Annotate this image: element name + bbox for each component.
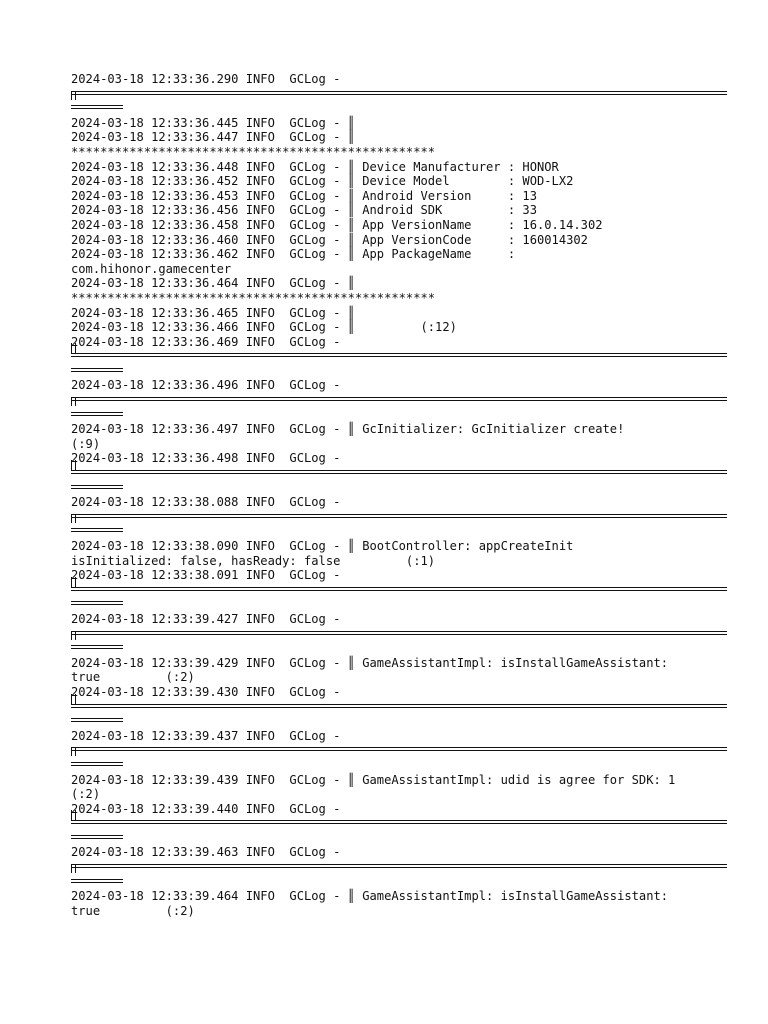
log-output: [71, 72, 711, 918]
wrapped-rule-tail: [71, 831, 711, 846]
log-line: 2024-03-18 12:33:36.448 INFO GCLog - ║ Device Manufacturer : HONOR: [71, 159, 559, 174]
box-corner: [71, 514, 76, 523]
log-line: 2024-03-18 12:33:39.463 INFO GCLog -: [71, 845, 341, 860]
double-rule-line: [71, 397, 727, 401]
log-line: 2024-03-18 12:33:36.290 INFO GCLog -: [71, 72, 341, 86]
wrapped-rule-tail: [71, 481, 711, 496]
log-line: 2024-03-18 12:33:36.465 INFO GCLog - ║: [71, 305, 355, 320]
log-line: com.hihonor.gamecenter: [71, 261, 232, 276]
double-rule-line: [71, 368, 123, 372]
box-corner: [71, 397, 76, 406]
double-rule-line: [71, 514, 727, 518]
box-top-border: [71, 860, 711, 875]
log-line: 2024-03-18 12:33:36.466 INFO GCLog - ║ (:12): [71, 320, 457, 335]
wrapped-rule-tail: [71, 875, 711, 890]
double-rule-line: [71, 820, 727, 824]
box-corner: [71, 577, 76, 588]
box-bottom-border: [71, 583, 711, 598]
double-rule-line: [71, 470, 727, 474]
box-top-border: [71, 87, 711, 102]
log-line: 2024-03-18 12:33:36.464 INFO GCLog - ║: [71, 276, 355, 291]
log-line: 2024-03-18 12:33:38.088 INFO GCLog -: [71, 495, 341, 510]
box-bottom-border: [71, 349, 711, 364]
box-corner: [71, 810, 76, 821]
double-rule-line: [71, 353, 727, 357]
log-line: 2024-03-18 12:33:39.437 INFO GCLog -: [71, 728, 341, 743]
double-rule-line: [71, 762, 123, 766]
wrapped-rule-tail: [71, 101, 711, 116]
log-line: 2024-03-18 12:33:36.498 INFO GCLog -: [71, 451, 341, 466]
box-corner: [71, 343, 76, 354]
log-line: 2024-03-18 12:33:39.430 INFO GCLog -: [71, 684, 341, 699]
wrapped-rule-tail: [71, 758, 711, 773]
log-line: 2024-03-18 12:33:39.429 INFO GCLog - ║ GameAssistantImpl: isInstallGameAssistant:: [71, 655, 669, 670]
double-rule-line: [71, 601, 123, 605]
log-line: 2024-03-18 12:33:36.452 INFO GCLog - ║ Device Model : WOD-LX2: [71, 174, 574, 189]
box-corner: [71, 747, 76, 756]
wrapped-rule-tail: [71, 641, 711, 656]
log-line: 2024-03-18 12:33:36.445 INFO GCLog - ║: [71, 115, 355, 130]
box-top-border: [71, 393, 711, 408]
wrapped-rule-tail: [71, 714, 711, 729]
log-line: (:9): [71, 436, 101, 451]
log-line: 2024-03-18 12:33:36.497 INFO GCLog - ║ GcInitializer: GcInitializer create!: [71, 422, 625, 437]
log-line: 2024-03-18 12:33:39.439 INFO GCLog - ║ GameAssistantImpl: udid is agree for SDK: 1: [71, 772, 676, 787]
wrapped-rule-tail: [71, 408, 711, 423]
wrapped-rule-tail: [71, 364, 711, 379]
wrapped-rule-tail: [71, 597, 711, 612]
log-line: **************************************************: [71, 144, 436, 159]
box-corner: [71, 91, 76, 100]
log-line: 2024-03-18 12:33:38.090 INFO GCLog - ║ BootController: appCreateInit: [71, 539, 574, 553]
double-rule-line: [71, 864, 727, 868]
log-line: 2024-03-18 12:33:39.440 INFO GCLog -: [71, 801, 341, 816]
log-line: true (:2): [71, 903, 195, 918]
double-rule-line: [71, 528, 123, 532]
log-line: 2024-03-18 12:33:36.447 INFO GCLog - ║: [71, 130, 355, 145]
log-line: 2024-03-18 12:33:36.496 INFO GCLog -: [71, 378, 341, 393]
double-rule-line: [71, 835, 123, 839]
double-rule-line: [71, 645, 123, 649]
double-rule-line: [71, 587, 727, 591]
double-rule-line: [71, 412, 123, 416]
log-line: isInitialized: false, hasReady: false (:1): [71, 553, 436, 568]
double-rule-line: [71, 485, 123, 489]
box-corner: [71, 694, 76, 705]
log-line: true (:2): [71, 670, 195, 685]
box-corner: [71, 864, 76, 873]
box-top-border: [71, 627, 711, 642]
log-line: 2024-03-18 12:33:39.464 INFO GCLog - ║ GameAssistantImpl: isInstallGameAssistant:: [71, 889, 669, 904]
log-line: 2024-03-18 12:33:39.427 INFO GCLog -: [71, 611, 341, 626]
log-line: 2024-03-18 12:33:36.469 INFO GCLog -: [71, 334, 341, 349]
box-bottom-border: [71, 466, 711, 481]
box-bottom-border: [71, 700, 711, 715]
box-corner: [71, 631, 76, 640]
double-rule-line: [71, 718, 123, 722]
log-line: **************************************************: [71, 290, 436, 305]
box-corner: [71, 460, 76, 471]
double-rule-line: [71, 91, 727, 95]
box-top-border: [71, 510, 711, 525]
double-rule-line: [71, 105, 123, 109]
log-line: 2024-03-18 12:33:36.462 INFO GCLog - ║ App PackageName :: [71, 247, 516, 262]
log-line: 2024-03-18 12:33:36.458 INFO GCLog - ║ App VersionName : 16.0.14.302: [71, 217, 603, 232]
double-rule-line: [71, 631, 727, 635]
log-line: (:2): [71, 787, 101, 802]
wrapped-rule-tail: [71, 524, 711, 539]
double-rule-line: [71, 704, 727, 708]
box-bottom-border: [71, 816, 711, 831]
log-line: 2024-03-18 12:33:38.091 INFO GCLog -: [71, 568, 341, 583]
double-rule-line: [71, 879, 123, 883]
log-line: 2024-03-18 12:33:36.456 INFO GCLog - ║ Android SDK : 33: [71, 203, 537, 218]
log-line: 2024-03-18 12:33:36.453 INFO GCLog - ║ Android Version : 13: [71, 188, 537, 203]
log-line: 2024-03-18 12:33:36.460 INFO GCLog - ║ App VersionCode : 160014302: [71, 232, 588, 247]
double-rule-line: [71, 747, 727, 751]
box-top-border: [71, 743, 711, 758]
